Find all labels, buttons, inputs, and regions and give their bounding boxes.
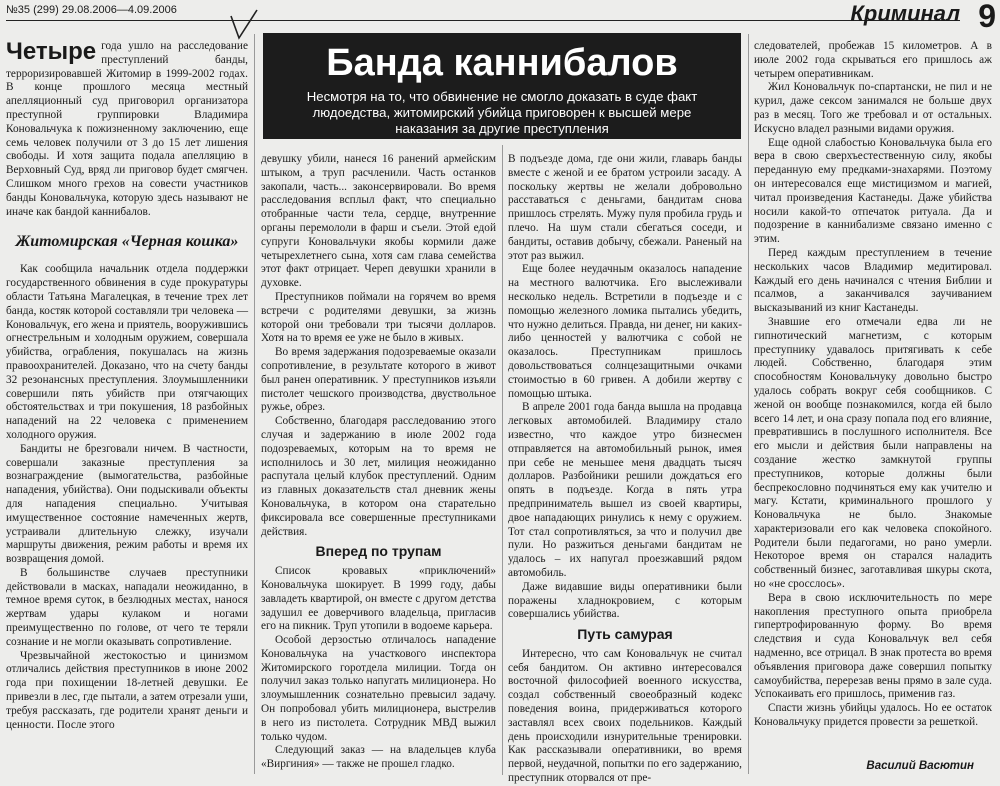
column-2 <box>261 153 496 773</box>
kicker: Четыре <box>6 38 97 65</box>
page-header <box>0 0 1000 34</box>
page-number: 9 <box>978 0 996 34</box>
issue-info: №35 (299) 29.08.2006—4.09.2006 <box>6 4 177 16</box>
paragraph: Во время задержания подозреваемые оказали сопротивление, в результате которого в живот был ранен оперативник. У преступников изъяли пистолет чешского производства, двуствольное ружье, обрез. <box>261 346 496 414</box>
section-title: Криминал <box>850 1 960 26</box>
column-divider <box>254 34 255 774</box>
intro-text: года ушло на расследование преступлений банды, терроризировавшей Житомир в 1999-2002 годах. В конце прошлого месяца местный апелляционный суд приговорил организатора преступной группировки Владимира Коновальчука к пожизненному заключению, еще семь человек получили от 3 до 15 лет лишения свободы. И хотя защита подала апелляцию в Верховный Суд, вряд ли приговор будет смягчен. Слишком много грехов на совести участников банды Коновальчука, которую здесь называют не иначе как бандой каннибалов. <box>6 40 248 218</box>
paragraph: Как сообщила начальник отдела поддержки государственного обвинения в суде прокуратуры области Татьяна Магалецкая, в течение трех лет банда, костяк которой составляли три человека — Коновальчук, его жена и приятель, вооружившись огнестрельным и холодным оружием, совершала убийства, ограбления, покушалась на жизнь правоохранителей. Доказано, что на счету банды 32 резонансных преступления. Злоумышленники совершили пять убийств при отягчающих обстоятельствах и три покушения, 18 разбойных нападений на 22 человека с применением холодного оружия. <box>6 263 248 441</box>
paragraph: Еще более неудачным оказалось нападение на местного валютчика. Его выслеживали несколько недель. Встретили в подъезде и с помощью железного ломика пытались убедить, что нужно делиться. Правда, ни денег, ни каких-либо ценностей у валютчика с собой не оказалось. Преступникам пришлось довольствоваться солнцезащитными очками стоимостью в 60 гривен. А добили жертву с помощью штыка. <box>508 263 742 400</box>
paragraph: Вера в свою исключительность по мере накопления преступного опыта приобрела гипертрофированную форму. Во время следствия и суда Коновальчук вел себя надменно, все отрицал. В знак протеста во время объявления приговора даже совершил попытку самоубийства, перерезав вены прямо в зале суда. Успокаивать его пришлось, применив газ. <box>754 591 992 701</box>
byline: Василий Васютин <box>866 760 974 772</box>
column-1 <box>6 40 248 768</box>
paragraph: Даже видавшие виды оперативники были поражены хладнокровием, с которым совершались убийства. <box>508 580 742 621</box>
paragraph: Особой дерзостью отличалось нападение Коновальчука на участкового инспектора Житомирского горотдела милиции. Тогда он получил заказ только напугать милиционера. Но злоумышленник сознательно превысил задачу. Он попробовал убить милиционера, выстрелив в него из пистолета. Сотрудник МВД выжил только чудом. <box>261 634 496 743</box>
paragraph: Спасти жизнь убийцы удалось. Но ее остаток Коновальчуку придется провести за решеткой. <box>754 702 992 729</box>
paragraph: Список кровавых «приключений» Коновальчука шокирует. В 1999 году, дабы завладеть квартирой, он вместе с другом детства задушил ее доверчивого владельца, пригласив его на пикник. Труп утопили в водоеме карьера. <box>261 565 496 633</box>
subhead-black-cat: Житомирская «Черная кошка» <box>15 233 239 251</box>
column-4 <box>754 40 992 756</box>
column-divider <box>748 34 749 774</box>
column-3 <box>508 153 742 785</box>
subhead-samurai: Путь самурая <box>577 626 673 643</box>
paragraph: В подъезде дома, где они жили, главарь банды вместе с женой и ее братом устроили засаду. А поскольку жертвы не желали добровольно расставаться с деньгами, бандитам снова пришлось стрелять. Мужу пуля пробила грудь и плечо. На шум стали сбегаться соседи, и бандиты, оставив добычу, сбежали. Раненый на этот раз выжил. <box>508 153 742 262</box>
paragraph: Бандиты не брезговали ничем. В частности, совершали заказные преступления за вознаграждение (вымогательства, разбойные нападения, убийства). Они подыскивали объекты для нападения специально. Учитывая имущественное состояние намеченных жертв, устраивали длительную слежку, изучали маршруты движения, режим работы и время их возвращения домой. <box>6 442 248 566</box>
paragraph: девушку убили, нанеся 16 ранений армейским штыком, а труп расчленили. Часть останков закопали, часть... законсервировали. Во время расследования всплыл факт, что специально отобранные части тела, сердце, внутренние органы перемололи в фарш и съели. Этой едой супруги Коновальчуки якобы кормили даже четырехлетнего сына, хотя сам глава семейства этот факт отрицает. Череп девушки хранили в духовке. <box>261 153 496 290</box>
subhead-forward: Вперед по трупам <box>315 543 442 560</box>
headline: Банда каннибалов <box>326 42 678 84</box>
paragraph: Интересно, что сам Коновальчук не считал себя бандитом. Он активно интересовался восточной философией военного искусства, создал собственный своеобразный кодекс поведения воина, придерживаться которого заставлял всех своих подельников. Каждый день происходили изнурительные тренировки. Как рассказывали оперативники, во время первой, неудачной, попытки по его задержанию, преступник оторвался от пре- <box>508 647 742 785</box>
paragraph: Перед каждым преступлением в течение нескольких часов Владимир медитировал. Каждый его день начинался с чтения Библии и псалмов, а заканчивался заучиванием высказываний из книг Кастанеды. <box>754 246 992 315</box>
lede: Несмотря на то, что обвинение не смогло доказать в суде факт людоедства, житомирский убийца приговорен к высшей мере наказания за другие преступления <box>306 89 698 136</box>
paragraph: Преступников поймали на горячем во время встречи с родителями девушки, за жизнь которой они требовали три тысячи долларов. Хотя на то время ее уже не было в живых. <box>261 290 496 345</box>
headline-box <box>263 33 741 139</box>
intro-paragraph <box>6 40 248 219</box>
paragraph: Следующий заказ — на владельцев клуба «Виргиния» — также не прошел гладко. <box>261 744 496 771</box>
paragraph: Чрезвычайной жестокостью и цинизмом отличались действия преступников в июне 2002 года при похищении 18-летней девушки. Ее привезли в лес, где пытали, а затем отрезали уши, требуя рассказать, где родители хранят деньги и ценности. После этого <box>6 649 248 731</box>
paragraph: следователей, пробежав 15 километров. А в июле 2002 года скрываться его пришлось аж четырем оперативникам. <box>754 40 992 80</box>
column-divider <box>502 145 503 775</box>
paragraph: Еще одной слабостью Коновальчука была его вера в свою сверхъестественную силу, якобы переданную ему предками-знахарями. Поэтому он интересовался еще мистицизмом и магией, читал произведения Кастанеды. Даже убийства носили какой-то отпечаток ритуала. Да и подозрение в каннибализме связано именно с этим. <box>754 136 992 246</box>
paragraph: Собственно, благодаря расследованию этого случая и задержанию в июле 2002 года подозреваемых, которым на то время не исполнилось и 30 лет, милиция неожиданно распутала целый клубок преступлений. Одним из главных доказательств стал дневник жены Коновальчука, в котором она старательно фиксировала все совершенные преступниками действия. <box>261 415 496 538</box>
paragraph: Знавшие его отмечали едва ли не гипнотический магнетизм, с которым преступнику удавалось притягивать к себе людей. Собственно, благодаря этим способностям Коновальчуку довольно быстро удалось собрать вокруг себя сообщников. С женой он вообще познакомился, когда ей было всего 14 лет, и она сразу попала под его влияние, превратившись в послушного исполнителя. Все его мысли и действия были направлены на создание жестко замкнутой группы преступников, которые должны были беспрекословно подчиняться ему как учителю и магу. Кстати, криминального прошлого у Коновальчука не было. Знакомые характеризовали его как человека спокойного. Родители были педагогами, но рано умерли. Некоторое время он старался наладить собственный бизнес, заготавливая шкуры скота, но «не сросслось». <box>754 315 992 591</box>
header-rule <box>6 20 960 21</box>
paragraph: В апреле 2001 года банда вышла на продавца легковых автомобилей. Владимиру стало известно, что каждое утро бизнесмен отправляется на автомобильный рынок, имея при себе не меньшее меня двадцать тысяч долларов. Разбойники решили дождаться его опять в подъезде. Когда в пять утра предприниматель вышел из своей квартиры, двое нападающих ринулись к нему с оружием. Тот стал сопротивляться, за что и получил две пули. Но разжиться деньгами бандитам не удалось – их напугал проезжавший рядом автомобиль. <box>508 401 742 579</box>
paragraph: Жил Коновальчук по-спартански, не пил и не курил, даже сексом занимался не больше двух раз в месяц. Того же требовал и от остальных. Искусно владел разными видами оружия. <box>754 81 992 135</box>
paragraph: В большинстве случаев преступники действовали в масках, нападали неожиданно, в темное время суток, в безлюдных местах, нанося жертвам удары кулаком и ногами преимущественно по голове, от чего те теряли сознание и не могли оказывать сопротивление. <box>6 566 248 648</box>
